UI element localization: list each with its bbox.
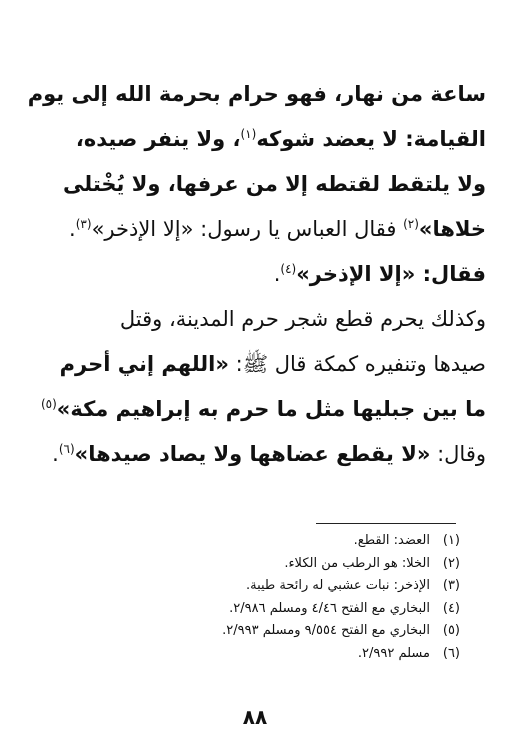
paragraph-2 [26, 297, 486, 477]
text-span: وقال: [430, 442, 486, 466]
text-line: وكذلك يحرم قطع شجر حرم المدينة، وقتل [119, 307, 486, 331]
text-span: خلاها» [418, 217, 486, 241]
hadith-quote: ما بين جبليها مثل ما حرم به إبراهيم مكة» [56, 397, 486, 421]
text-line [26, 432, 486, 477]
footnote-ref: (٥) [40, 397, 57, 411]
footnote-number: (١) [442, 533, 460, 548]
page-number: ٨٨ [242, 705, 268, 729]
text-line [26, 387, 486, 432]
footnote-divider [316, 523, 456, 524]
footnote-ref: (٢) [403, 217, 419, 231]
footnote-ref: (١) [240, 127, 257, 141]
text-line [26, 342, 486, 387]
footnote-text: البخاري مع الفتح ٩/٥٥٤ ومسلم ٢/٩٩٣. [222, 623, 430, 638]
text-span: ، ولا ينفر صيده، [75, 127, 241, 151]
footnote-item [40, 620, 460, 643]
footnote-number: (٥) [442, 623, 460, 638]
footnote-item [40, 530, 460, 553]
text-line [26, 252, 486, 297]
text-line: ساعة من نهار، فهو حرام بحرمة الله إلى يوم [27, 82, 486, 106]
footnote-item [40, 643, 460, 666]
footnote-number: (٦) [442, 645, 460, 661]
hadith-quote: «اللهم إني أحرم [59, 352, 229, 376]
footnote-number: (٣) [442, 578, 460, 593]
text-line [26, 117, 486, 162]
footnote-number: (٤) [442, 600, 460, 616]
footnote-text: البخاري مع الفتح ٤/٤٦ ومسلم ٢/٩٨٦. [229, 600, 430, 616]
hadith-quote: «لا يقطع عضاهها ولا يصاد صيدها» [74, 442, 431, 466]
footnote-item [40, 598, 460, 621]
paragraph-1 [26, 72, 486, 297]
text-span: فقال العباس يا رسول: «إلا الإذخر» [91, 217, 404, 241]
text-span: صيدها وتنفيره كمكة قال ﷺ: [228, 352, 486, 376]
text-span: . [52, 442, 59, 466]
text-span: القيامة: لا يعضد شوكه [256, 127, 486, 151]
text-line [26, 207, 486, 252]
text-span: . [273, 262, 281, 286]
footnote-text: الإذخر: نبات عشبي له رائحة طيبة. [245, 578, 430, 593]
text-line: ولا يلتقط لقتطه إلا من عرفها، ولا يُخْتلى [63, 172, 486, 196]
footnote-text: الخلا: هو الرطب من الكلاء. [284, 555, 430, 571]
footnote-text: مسلم ٢/٩٩٢. [357, 645, 430, 661]
footnote-ref: (٤) [280, 262, 297, 276]
footnote-number: (٢) [442, 555, 460, 571]
text-span: . [69, 217, 76, 241]
footnote-ref: (٣) [75, 217, 92, 231]
text-span: فقال: «إلا الإذخر» [296, 262, 486, 286]
footnote-ref: (٦) [58, 442, 75, 456]
footnote-text: العضد: القطع. [353, 533, 430, 548]
footnote-item [40, 553, 460, 576]
footnotes [40, 530, 460, 665]
footnote-item [40, 575, 460, 598]
